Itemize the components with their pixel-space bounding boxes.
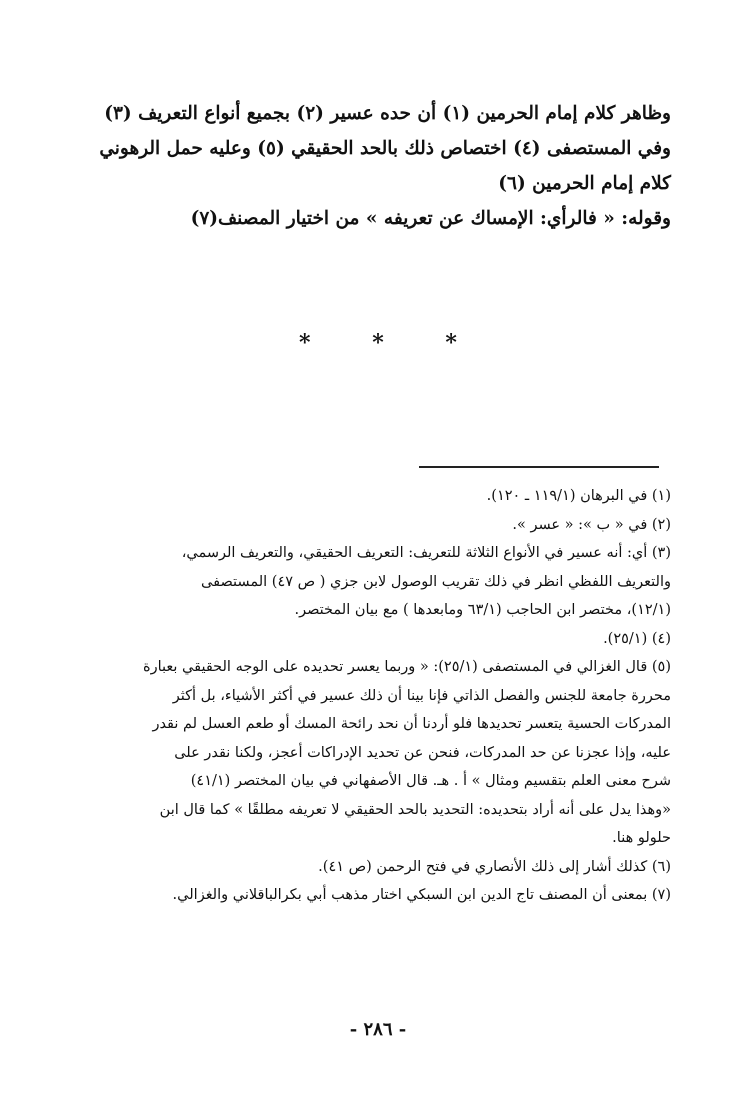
footnote-5-line-6: «وهذا يدل على أنه أراد بتحديده: التحديد بالحد الحقيقي لا تعريفه مطلقًا » كما قال ابن (159, 801, 671, 818)
footnote-7: (٧) بمعنى أن المصنف تاج الدين ابن السبكي اختار مذهب أبي بكرالباقلاني والغزالي. (172, 887, 671, 903)
footnote-6: (٦) كذلك أشار إلى ذلك الأنصاري في فتح الرحمن (ص ٤١). (318, 858, 671, 875)
main-line-2: وفي المستصفى (٤) اختصاص ذلك بالحد الحقيقي (٥) وعليه حمل الرهوني (99, 138, 671, 159)
footnote-5-line-3: المدركات الحسية يتعسر تحديدها فلو أردنا أن نحد رائحة المسك أو طعم العسل لم نقدر (152, 716, 671, 732)
footnote-4: (٤) (٢٥/١). (603, 630, 671, 647)
star-2: * (372, 330, 384, 356)
footnote-3-line-2: والتعريف اللفظي انظر في ذلك تقريب الوصول لابن جزي ( ص ٤٧) المستصفى (201, 573, 671, 590)
footnote-5-line-5: شرح معنى العلم بتقسيم ومثال » أ . هـ. قال الأصفهاني في بيان المختصر (٤١/١) (190, 773, 671, 789)
footnote-3-line-1: (٣) أي: أنه عسير في الأنواع الثلاثة للتعريف: التعريف الحقيقي، والتعريف الرسمي، (181, 545, 671, 561)
footnote-2: (٢) في « ب »: « عسر ». (512, 516, 671, 533)
footnotes (58, 482, 671, 910)
footnote-5-line-1: (٥) قال الغزالي في المستصفى (٢٥/١): « وربما يعسر تحديده على الوجه الحقيقي بعبارة (142, 659, 671, 675)
section-divider-stars (0, 330, 756, 356)
page-number: - ٢٨٦ - (349, 1019, 407, 1040)
footnote-5-line-4: عليه، وإذا عجزنا عن حد المدركات، فنحن عن تحديد الإدراكات أعجز، ولكنا نقدر على (174, 744, 671, 761)
main-line-3: كلام إمام الحرمين (٦) (498, 173, 671, 194)
main-text (58, 96, 671, 236)
star-3: * (445, 330, 457, 356)
footnote-5-line-2: محررة جامعة للجنس والفصل الذاتي فإنا بينا أن ذلك عسير في أكثر الأشياء، بل أكثر (172, 687, 671, 704)
footnote-3-line-3: (١٢/١)، مختصر ابن الحاجب (٦٣/١ ومابعدها ) مع بيان المختصر. (294, 602, 671, 618)
footnote-1: (١) في البرهان (١١٩/١ ـ ١٢٠). (486, 488, 671, 504)
star-1: * (299, 330, 311, 356)
footnote-separator (419, 466, 659, 468)
main-line-4: وقوله: « فالرأي: الإمساك عن تعريفه » من اختيار المصنف(٧) (190, 208, 671, 229)
footnote-5-line-7: حلولو هنا. (612, 830, 671, 846)
main-line-1: وظاهر كلام إمام الحرمين (١) أن حده عسير (٢) بجميع أنواع التعريف (٣) (104, 103, 671, 124)
